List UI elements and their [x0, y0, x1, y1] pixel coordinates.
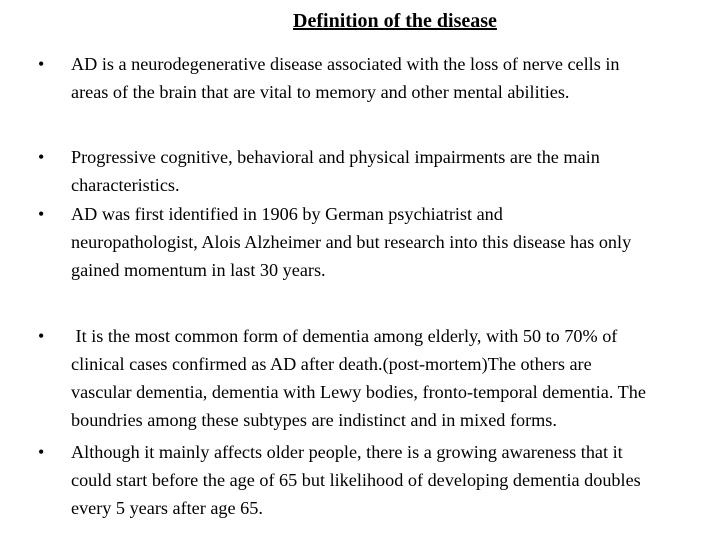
- bullet-line: clinical cases confirmed as AD after death.(post-mortem)The others are: [71, 354, 592, 374]
- bullet-line: gained momentum in last 30 years.: [71, 260, 326, 280]
- bullet-line: boundries among these subtypes are indistinct and in mixed forms.: [71, 410, 557, 430]
- bullet-line: characteristics.: [71, 175, 180, 195]
- bullet-dot: •: [38, 326, 45, 346]
- bullet-line: areas of the brain that are vital to memory and other mental abilities.: [71, 82, 570, 102]
- bullet-dot: •: [38, 147, 45, 167]
- bullet-line: could start before the age of 65 but likelihood of developing dementia doubles: [71, 470, 641, 490]
- bullet-text: [71, 438, 728, 522]
- bullet-line: Although it mainly affects older people, there is a growing awareness that it: [71, 442, 623, 462]
- bullet-text: [71, 200, 728, 284]
- bullet-line: It is the most common form of dementia among elderly, with 50 to 70% of: [71, 326, 618, 346]
- bullet-text: [71, 50, 728, 106]
- slide-title: Definition of the disease: [293, 10, 497, 32]
- bullet-line: vascular dementia, dementia with Lewy bodies, fronto-temporal dementia. The: [71, 382, 646, 402]
- bullet-text: [71, 143, 728, 199]
- bullet-line: Progressive cognitive, behavioral and physical impairments are the main: [71, 147, 600, 167]
- bullet-dot: •: [38, 54, 45, 74]
- bullet-line: every 5 years after age 65.: [71, 498, 263, 518]
- bullet-dot: •: [38, 442, 45, 462]
- bullet-line: AD was first identified in 1906 by German psychiatrist and: [71, 204, 503, 224]
- bullet-line: AD is a neurodegenerative disease associated with the loss of nerve cells in: [71, 54, 620, 74]
- bullet-line: neuropathologist, Alois Alzheimer and but research into this disease has only: [71, 232, 632, 252]
- bullet-dot: •: [38, 204, 45, 224]
- bullet-text: [71, 322, 728, 434]
